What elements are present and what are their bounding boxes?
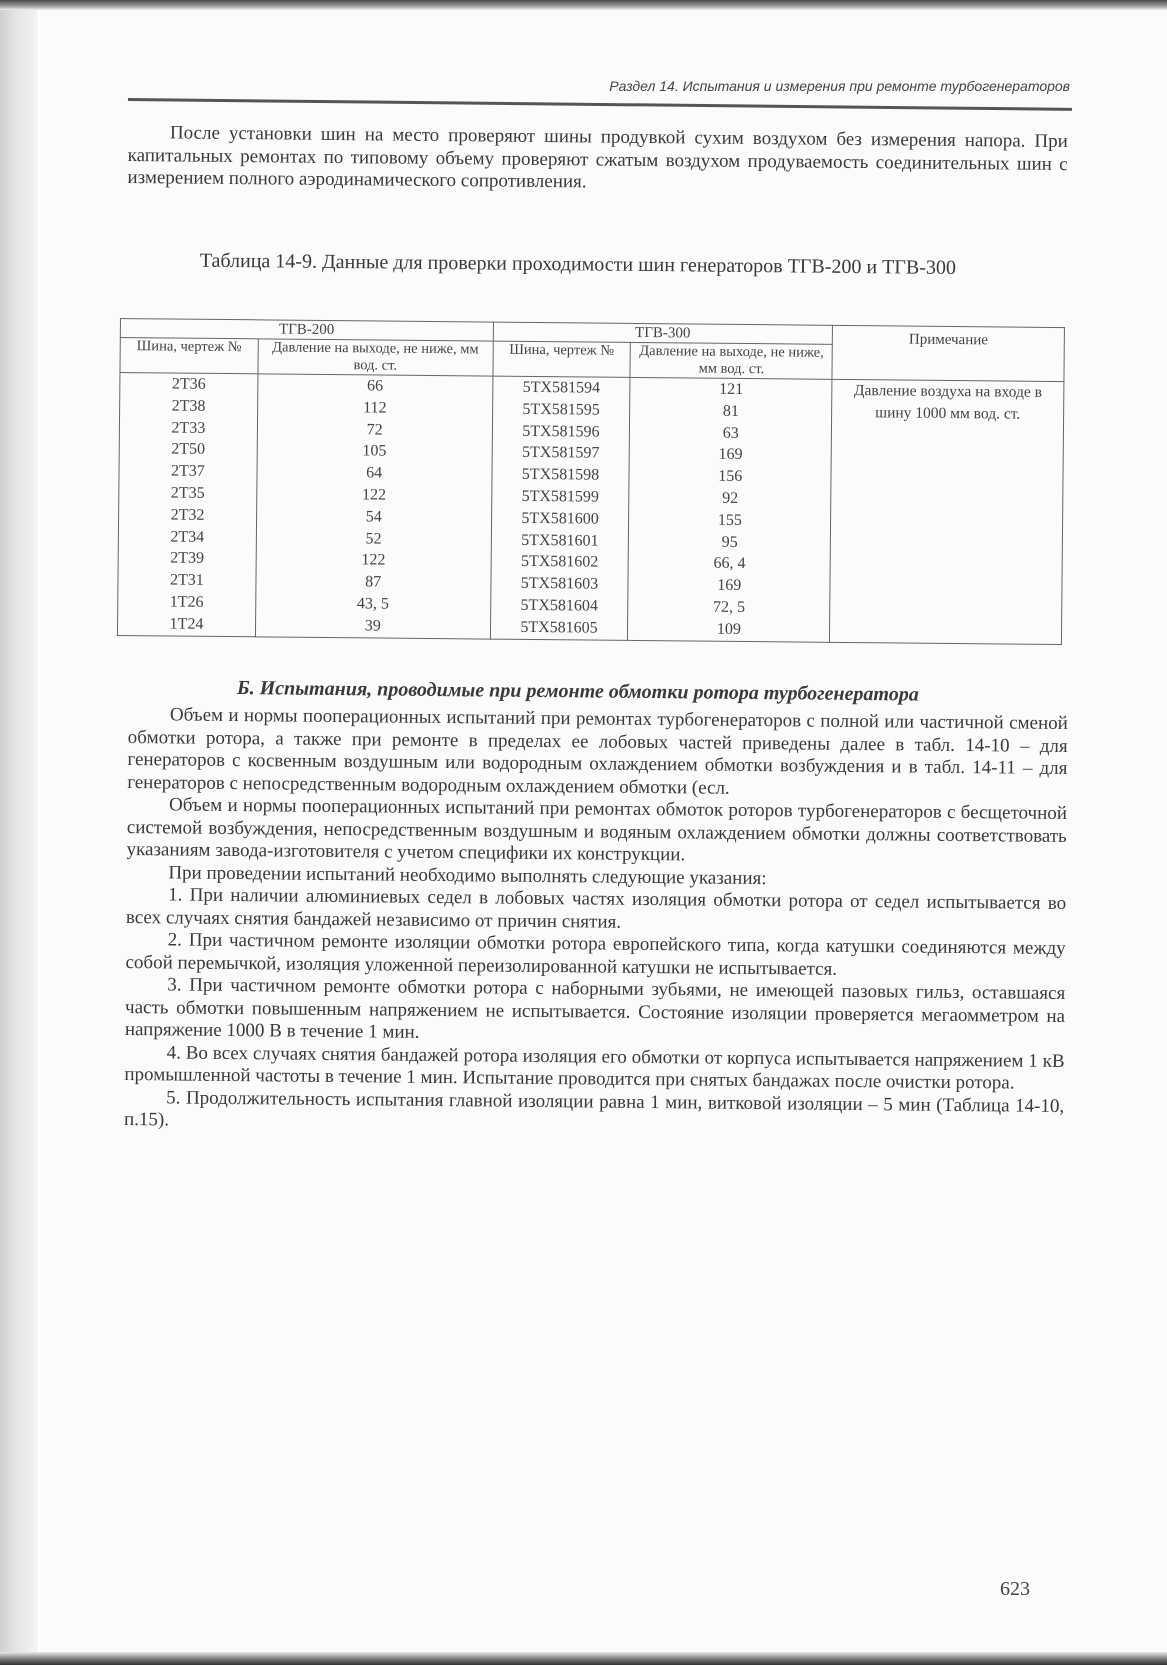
intro-block	[127, 122, 1068, 199]
tgv200-bus-cell: 2Т31	[169, 571, 204, 589]
main-text-block	[124, 704, 1068, 1141]
col-header-bus-300: Шина, чертеж №	[493, 341, 631, 377]
paragraph-scope: Объем и нормы пооперационных испытаний при ремонтах турбогенераторов с полной или частичной сменой обмотки ротора, а также при ремонте в пределах ее лобовых частей приведены далее в табл. 14-10 – для генераторов с косвенным воздушным или водородным охлаждением обмотки возбуждения и в табл. 14-11 – для генераторов с непосредственным водородным охлаждением обмотки (есл.	[127, 704, 1068, 799]
tgv300-pressure-cell: 81	[722, 402, 740, 420]
tgv200-pressure-cell: 122	[361, 486, 387, 504]
tgv200-pressure-cell: 39	[364, 617, 381, 635]
paragraph-item-3: 3. При частичном ремонте обмотки ротора с наборными зубьями, не имеющей пазовых гильз, оставшаяся часть обмотки повышенным напряжением не испытывается. Состояние изоляции проверяется мегаомметром на напряжение 1000 В в течение 1 мин.	[124, 974, 1066, 1043]
tgv300-bus-column	[490, 376, 630, 640]
tgv300-pressure-cell: 63	[722, 424, 739, 442]
page-number: 623	[1000, 1578, 1030, 1600]
tgv200-pressure-cell: 52	[365, 529, 382, 548]
tgv200-pressure-cell: 112	[363, 399, 387, 417]
paragraph-item-5: 5. Продолжительность испытания главной изоляции равна 1 мин, витковой изоляции – 5 мин (Таблица 14-10, п.15).	[123, 1086, 1065, 1131]
paragraph-item-2: 2. При частичном ремонте изоляции обмотки ротора европейского типа, когда катушки соединяются между собой перемычкой, изоляция уложенной переизолированной катушки не испытывается.	[125, 929, 1066, 980]
tgv200-pressure-column	[255, 374, 492, 639]
tgv200-bus-cell: 1Т26	[169, 593, 204, 611]
tgv200-pressure-cell: 87	[365, 573, 382, 591]
running-head: Раздел 14. Испытания и измерения при ремонте турбогенераторов	[609, 78, 1070, 94]
tgv300-pressure-cell: 95	[721, 533, 738, 551]
tgv300-bus-cell: 5ТХ581595	[522, 400, 600, 419]
intro-paragraph: После установки шин на место проверяют шины продувкой сухим воздухом без измерения напора. При капитальных ремонтах по типовому объему проверяют сжатым воздухом продуваемость соединительных шин с измерением полного аэродинамического сопротивления.	[127, 122, 1068, 193]
tgv300-bus-cell: 5ТХ581599	[521, 487, 600, 506]
note-header: Примечание	[832, 325, 1064, 381]
tgv300-pressure-cell: 121	[719, 380, 744, 398]
tgv200-bus-cell: 2Т36	[171, 375, 206, 393]
group-header-tgv200: ТГВ-200	[120, 319, 493, 342]
tgv300-pressure-cell: 109	[716, 620, 741, 638]
tgv300-pressure-cell: 169	[718, 446, 743, 464]
tgv300-bus-cell: 5ТХ581602	[520, 553, 599, 571]
tgv200-bus-cell: 2Т35	[170, 484, 205, 502]
group-header-tgv300: ТГВ-300	[493, 322, 833, 344]
tgv300-pressure-cell: 155	[717, 511, 742, 529]
tgv300-pressure-cell: 92	[722, 489, 739, 507]
bus-pressure-table	[117, 318, 1065, 645]
col-header-pressure-300: Давление на выходе, не ниже, мм вод. ст.	[630, 342, 832, 379]
tgv200-pressure-cell: 72	[366, 420, 383, 439]
tgv300-pressure-cell: 72, 5	[712, 598, 746, 616]
note-cell: Давление воздуха на входе в шину 1000 мм вод. ст.	[830, 379, 1064, 644]
tgv300-pressure-cell: 156	[718, 467, 743, 486]
tgv200-pressure-cell: 43, 5	[356, 595, 390, 613]
col-header-pressure-200: Давление на выходе, не ниже, мм вод. ст.	[258, 339, 493, 376]
tgv200-pressure-cell: 54	[365, 508, 382, 526]
tgv300-pressure-column	[628, 377, 832, 641]
tgv300-bus-cell: 5ТХ581596	[522, 422, 600, 441]
table-caption: Таблица 14-9. Данные для проверки проходимости шин генераторов ТГВ-200 и ТГВ-300	[199, 249, 956, 279]
tgv200-bus-cell: 2Т33	[171, 419, 206, 437]
tgv300-bus-cell: 5ТХ581603	[520, 575, 599, 593]
paragraph-instructions-intro: При проведении испытаний необходимо выполнять следующие указания:	[168, 861, 767, 889]
paragraph-item-1: 1. При наличии алюминиевых седел в лобовых частях изоляция обмотки ротора от седел испытывается во всех случаях снятия бандажей независимо от причин снятия.	[125, 884, 1067, 933]
tgv300-bus-cell: 5ТХ581601	[521, 531, 599, 550]
tgv300-bus-cell: 5ТХ581598	[521, 466, 600, 484]
tgv200-pressure-cell: 122	[361, 551, 386, 569]
tgv200-pressure-cell: 66	[366, 377, 384, 395]
paragraph-item-4: 4. Во всех случаях снятия бандажей ротора изоляция его обмотки от корпуса испытывается напряжением 1 кВ промышленной частоты в течение 1 мин. Испытание проводится при снятых бандажах после очистки ротора.	[124, 1041, 1065, 1094]
book-gutter	[0, 0, 38, 1665]
tgv200-bus-cell: 2Т38	[171, 397, 206, 415]
tgv200-pressure-cell: 64	[366, 464, 383, 482]
tgv300-pressure-cell: 169	[717, 576, 742, 595]
tgv200-bus-cell: 2Т50	[171, 440, 206, 459]
col-header-bus-200: Шина, чертеж №	[120, 338, 258, 374]
scan-top-edge	[0, 0, 1167, 10]
tgv200-pressure-cell: 105	[362, 442, 387, 460]
tgv300-bus-cell: 5ТХ581605	[520, 618, 598, 637]
paragraph-brushless: Объем и нормы пооперационных испытаний при ремонтах обмоток роторов турбогенераторов с бесщеточной системой возбуждения, непосредственным воздушным и водяным охлаждением обмотки должны соответствовать указаниям завода-изготовителя с учетом специфики их конструкции.	[126, 794, 1068, 866]
tgv300-bus-cell: 5ТХ581594	[522, 378, 601, 397]
section-title: Б. Испытания, проводимые при ремонте обмотки ротора турбогенератора	[236, 677, 919, 706]
scan-bottom-edge	[0, 1652, 1167, 1665]
tgv200-bus-cell: 2Т39	[170, 549, 205, 568]
tgv200-bus-cell: 2Т34	[170, 528, 205, 546]
tgv200-bus-cell: 2Т37	[170, 462, 205, 481]
tgv300-bus-cell: 5ТХ581604	[520, 596, 598, 615]
tgv200-bus-cell: 1Т24	[169, 615, 204, 633]
tgv200-bus-cell: 2Т32	[170, 506, 205, 524]
tgv200-bus-column	[117, 373, 257, 637]
tgv300-pressure-cell: 66, 4	[713, 555, 746, 573]
tgv300-bus-cell: 5ТХ581597	[521, 444, 600, 462]
tgv300-bus-cell: 5ТХ581600	[521, 509, 599, 528]
